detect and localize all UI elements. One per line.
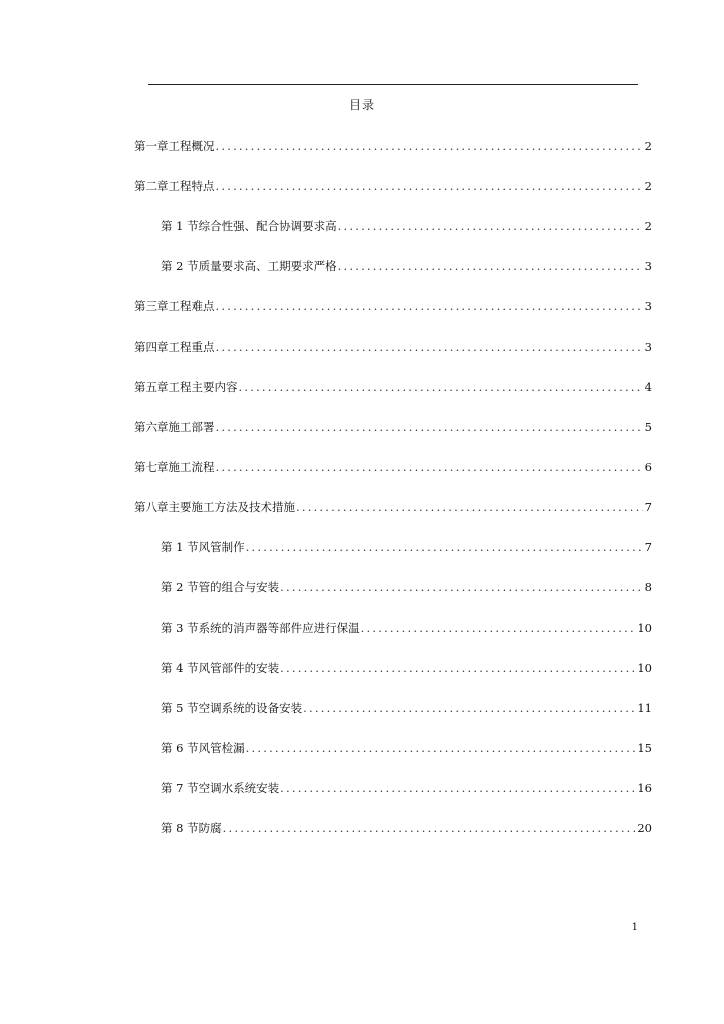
toc-entry[interactable] [134,379,652,395]
dot-leader [296,499,643,515]
entry-title: 施工流程 [168,460,215,474]
dot-leader [216,459,643,475]
dot-leader [216,138,643,154]
entry-number: 第 1 节 [161,540,199,554]
entry-number: 第七章 [134,460,169,474]
entry-title: 管的组合与安装 [198,580,280,594]
toc-entry[interactable] [161,258,652,274]
entry-page: 16 [637,781,652,795]
dot-leader [216,178,643,194]
entry-number: 第 8 节 [161,821,199,835]
toc-entry[interactable] [161,700,652,716]
toc-entry[interactable] [161,620,652,636]
toc-entry[interactable] [161,579,652,595]
dot-leader [239,379,643,395]
entry-number: 第 7 节 [161,781,199,795]
header-rule [148,84,638,85]
toc-entry[interactable] [161,660,652,676]
dot-leader [361,620,636,636]
entry-page: 3 [644,259,652,273]
toc-entry[interactable] [134,459,652,475]
entry-title: 风管制作 [198,540,245,554]
entry-title: 风管部件的安装 [198,661,280,675]
page-number: 1 [631,922,638,933]
dot-leader [338,258,643,274]
entry-page: 10 [637,661,652,675]
entry-title: 风管检漏 [198,741,245,755]
entry-page: 6 [644,460,652,474]
entry-title: 系统的消声器等部件应进行保温 [198,621,360,635]
entry-page: 2 [644,219,652,233]
dot-leader [216,339,643,355]
entry-number: 第 5 节 [161,701,199,715]
entry-title: 防腐 [198,821,222,835]
entry-page: 11 [637,701,652,715]
toc-entry[interactable] [161,539,652,555]
toc-entry[interactable] [161,740,652,756]
toc-entry[interactable] [134,298,652,314]
toc-entry[interactable] [161,820,652,836]
entry-number: 第二章 [134,179,169,193]
entry-page: 5 [644,420,652,434]
entry-title: 工程主要内容 [168,380,238,394]
toc-entry[interactable] [134,339,652,355]
entry-number: 第三章 [134,299,169,313]
toc-title: 目录 [348,98,375,112]
entry-number: 第 1 节 [161,219,199,233]
toc-entry[interactable] [161,780,652,796]
dot-leader [223,820,636,836]
entry-number: 第四章 [134,340,169,354]
toc-entry[interactable] [134,499,652,515]
entry-page: 4 [644,380,652,394]
entry-title: 工程重点 [168,340,215,354]
entry-page: 2 [644,139,652,153]
entry-title: 空调水系统安装 [198,781,280,795]
entry-page: 20 [637,821,652,835]
entry-title: 工程难点 [168,299,215,313]
entry-title: 施工部署 [168,420,215,434]
dot-leader [216,298,643,314]
dot-leader [338,218,643,234]
entry-title: 主要施工方法及技术措施 [168,500,295,514]
entry-page: 15 [637,741,652,755]
entry-number: 第五章 [134,380,169,394]
dot-leader [280,660,635,676]
entry-number: 第 2 节 [161,580,199,594]
entry-number: 第 2 节 [161,259,199,273]
toc-entry[interactable] [134,138,652,154]
toc-entry[interactable] [161,218,652,234]
toc-entry[interactable] [134,178,652,194]
entry-page: 7 [644,500,652,514]
entry-title: 工程特点 [168,179,215,193]
entry-title: 质量要求高、工期要求严格 [198,259,337,273]
dot-leader [246,740,636,756]
entry-number: 第六章 [134,420,169,434]
entry-page: 3 [644,340,652,354]
entry-number: 第 4 节 [161,661,199,675]
dot-leader [246,539,643,555]
entry-page: 10 [637,621,652,635]
entry-number: 第一章 [134,139,169,153]
dot-leader [280,780,635,796]
entry-page: 7 [644,540,652,554]
entry-page: 8 [644,580,652,594]
entry-page: 2 [644,179,652,193]
entry-title: 工程概况 [168,139,215,153]
entry-number: 第 6 节 [161,741,199,755]
toc-entry[interactable] [134,419,652,435]
dot-leader [280,579,643,595]
dot-leader [303,700,635,716]
entry-number: 第八章 [134,500,169,514]
entry-title: 空调系统的设备安装 [198,701,303,715]
entry-page: 3 [644,299,652,313]
entry-number: 第 3 节 [161,621,199,635]
dot-leader [216,419,643,435]
entry-title: 综合性强、配合协调要求高 [198,219,337,233]
